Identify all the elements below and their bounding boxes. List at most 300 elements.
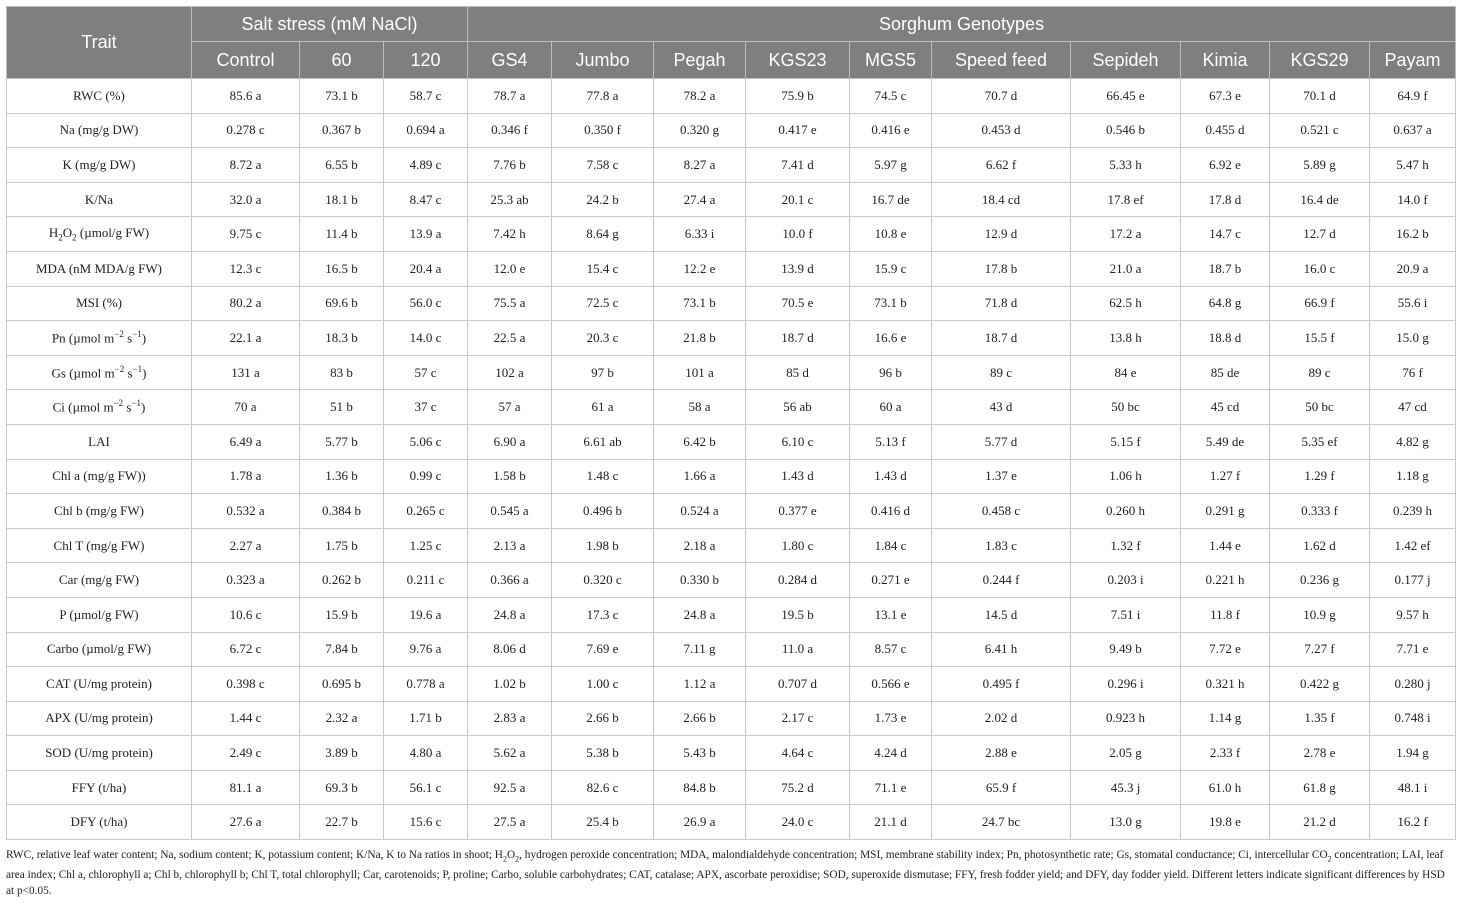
value-cell: 7.51 i: [1071, 597, 1181, 632]
value-cell: 6.72 c: [192, 632, 300, 667]
value-cell: 75.5 a: [468, 286, 552, 321]
value-cell: 72.5 c: [552, 286, 654, 321]
value-cell: 0.236 g: [1270, 563, 1370, 598]
value-cell: 24.8 a: [468, 597, 552, 632]
value-cell: 25.4 b: [552, 805, 654, 840]
value-cell: 18.7 d: [746, 321, 850, 356]
value-cell: 0.384 b: [300, 494, 384, 529]
value-cell: 18.4 cd: [932, 182, 1071, 217]
value-cell: 0.244 f: [932, 563, 1071, 598]
value-cell: 1.43 d: [850, 459, 932, 494]
value-cell: 60 a: [850, 390, 932, 425]
salt-stress-group-header: Salt stress (mM NaCl): [192, 7, 468, 42]
value-cell: 17.8 d: [1181, 182, 1270, 217]
value-cell: 1.48 c: [552, 459, 654, 494]
value-cell: 7.76 b: [468, 148, 552, 183]
value-cell: 4.64 c: [746, 736, 850, 771]
trait-cell: P (µmol/g FW): [7, 597, 192, 632]
value-cell: 0.367 b: [300, 113, 384, 148]
table-row: [7, 148, 1456, 183]
value-cell: 20.3 c: [552, 321, 654, 356]
genotypes-group-header: Sorghum Genotypes: [468, 7, 1456, 42]
trait-cell: Pn (µmol $m^{-2}$ $s^{-1}$): [7, 321, 192, 356]
value-cell: 56 ab: [746, 390, 850, 425]
value-cell: 0.417 e: [746, 113, 850, 148]
value-cell: 5.62 a: [468, 736, 552, 771]
table-row: [7, 494, 1456, 529]
value-cell: 64.8 g: [1181, 286, 1270, 321]
table-row: [7, 113, 1456, 148]
value-cell: 16.6 e: [850, 321, 932, 356]
value-cell: 0.546 b: [1071, 113, 1181, 148]
value-cell: 12.2 e: [654, 251, 746, 286]
value-cell: 0.99 c: [384, 459, 468, 494]
value-cell: 1.78 a: [192, 459, 300, 494]
value-cell: 5.97 g: [850, 148, 932, 183]
value-cell: 0.296 i: [1071, 667, 1181, 702]
value-cell: 64.9 f: [1370, 79, 1456, 114]
value-cell: 15.5 f: [1270, 321, 1370, 356]
trait-cell: FFY (t/ha): [7, 770, 192, 805]
value-cell: 15.9 c: [850, 251, 932, 286]
value-cell: 22.1 a: [192, 321, 300, 356]
value-cell: 6.42 b: [654, 424, 746, 459]
value-cell: 16.0 c: [1270, 251, 1370, 286]
value-cell: 16.5 b: [300, 251, 384, 286]
value-cell: 24.2 b: [552, 182, 654, 217]
value-cell: 9.75 c: [192, 217, 300, 252]
value-cell: 1.35 f: [1270, 701, 1370, 736]
value-cell: 1.18 g: [1370, 459, 1456, 494]
column-header: Speed feed: [932, 42, 1071, 79]
value-cell: 18.3 b: [300, 321, 384, 356]
trait-cell: MDA (nM MDA/g FW): [7, 251, 192, 286]
value-cell: 16.2 b: [1370, 217, 1456, 252]
value-cell: 83 b: [300, 355, 384, 390]
value-cell: 0.458 c: [932, 494, 1071, 529]
value-cell: 2.49 c: [192, 736, 300, 771]
value-cell: 0.280 j: [1370, 667, 1456, 702]
value-cell: 45 cd: [1181, 390, 1270, 425]
value-cell: 7.41 d: [746, 148, 850, 183]
value-cell: 2.27 a: [192, 528, 300, 563]
value-cell: 11.0 a: [746, 632, 850, 667]
value-cell: 12.3 c: [192, 251, 300, 286]
value-cell: 55.6 i: [1370, 286, 1456, 321]
value-cell: 70 a: [192, 390, 300, 425]
table-row: [7, 805, 1456, 840]
value-cell: 17.8 ef: [1071, 182, 1181, 217]
value-cell: 1.66 a: [654, 459, 746, 494]
value-cell: 0.532 a: [192, 494, 300, 529]
value-cell: 0.203 i: [1071, 563, 1181, 598]
value-cell: 0.416 d: [850, 494, 932, 529]
value-cell: 6.33 i: [654, 217, 746, 252]
value-cell: 17.2 a: [1071, 217, 1181, 252]
value-cell: 84.8 b: [654, 770, 746, 805]
value-cell: 37 c: [384, 390, 468, 425]
value-cell: 0.566 e: [850, 667, 932, 702]
table-row: [7, 390, 1456, 425]
value-cell: 8.06 d: [468, 632, 552, 667]
table-row: [7, 667, 1456, 702]
value-cell: 6.10 c: [746, 424, 850, 459]
value-cell: 0.265 c: [384, 494, 468, 529]
value-cell: 0.377 e: [746, 494, 850, 529]
value-cell: 10.9 g: [1270, 597, 1370, 632]
value-cell: 0.177 j: [1370, 563, 1456, 598]
value-cell: 3.89 b: [300, 736, 384, 771]
value-cell: 0.524 a: [654, 494, 746, 529]
value-cell: 10.6 c: [192, 597, 300, 632]
table-row: [7, 597, 1456, 632]
value-cell: 2.05 g: [1071, 736, 1181, 771]
trait-cell: Gs (µmol $m^{-2}$ $s^{-1}$): [7, 355, 192, 390]
value-cell: 50 bc: [1071, 390, 1181, 425]
value-cell: 8.72 a: [192, 148, 300, 183]
table-row: [7, 459, 1456, 494]
value-cell: 8.64 g: [552, 217, 654, 252]
value-cell: 73.1 b: [654, 286, 746, 321]
value-cell: 4.82 g: [1370, 424, 1456, 459]
column-header: GS4: [468, 42, 552, 79]
value-cell: 4.24 d: [850, 736, 932, 771]
value-cell: 67.3 e: [1181, 79, 1270, 114]
value-cell: 0.350 f: [552, 113, 654, 148]
value-cell: 5.15 f: [1071, 424, 1181, 459]
value-cell: 0.545 a: [468, 494, 552, 529]
value-cell: 27.4 a: [654, 182, 746, 217]
trait-cell: LAI: [7, 424, 192, 459]
value-cell: 66.9 f: [1270, 286, 1370, 321]
value-cell: 5.38 b: [552, 736, 654, 771]
value-cell: 1.98 b: [552, 528, 654, 563]
value-cell: 7.71 e: [1370, 632, 1456, 667]
value-cell: 6.62 f: [932, 148, 1071, 183]
value-cell: 18.7 d: [932, 321, 1071, 356]
value-cell: 0.694 a: [384, 113, 468, 148]
value-cell: 0.923 h: [1071, 701, 1181, 736]
value-cell: 7.58 c: [552, 148, 654, 183]
column-header: 120: [384, 42, 468, 79]
value-cell: 0.262 b: [300, 563, 384, 598]
value-cell: 78.7 a: [468, 79, 552, 114]
value-cell: 2.18 a: [654, 528, 746, 563]
value-cell: 58 a: [654, 390, 746, 425]
trait-cell: K/Na: [7, 182, 192, 217]
value-cell: 20.1 c: [746, 182, 850, 217]
value-cell: 21.2 d: [1270, 805, 1370, 840]
value-cell: 80.2 a: [192, 286, 300, 321]
value-cell: 1.73 e: [850, 701, 932, 736]
trait-cell: $H_2O_2$ (µmol/g FW): [7, 217, 192, 252]
value-cell: 13.1 e: [850, 597, 932, 632]
value-cell: 0.366 a: [468, 563, 552, 598]
trait-cell: Chl a (mg/g FW)): [7, 459, 192, 494]
value-cell: 5.43 b: [654, 736, 746, 771]
value-cell: 43 d: [932, 390, 1071, 425]
value-cell: 1.06 h: [1071, 459, 1181, 494]
value-cell: 0.398 c: [192, 667, 300, 702]
value-cell: 0.260 h: [1071, 494, 1181, 529]
value-cell: 6.49 a: [192, 424, 300, 459]
value-cell: 78.2 a: [654, 79, 746, 114]
value-cell: 16.4 de: [1270, 182, 1370, 217]
value-cell: 62.5 h: [1071, 286, 1181, 321]
value-cell: 9.76 a: [384, 632, 468, 667]
value-cell: 4.89 c: [384, 148, 468, 183]
trait-cell: Ci (µmol $m^{-2}$ $s^{-1}$): [7, 390, 192, 425]
value-cell: 45.3 j: [1071, 770, 1181, 805]
value-cell: 0.278 c: [192, 113, 300, 148]
value-cell: 1.44 e: [1181, 528, 1270, 563]
value-cell: 5.77 d: [932, 424, 1071, 459]
value-cell: 15.0 g: [1370, 321, 1456, 356]
value-cell: 0.323 a: [192, 563, 300, 598]
trait-cell: Carbo (µmol/g FW): [7, 632, 192, 667]
value-cell: 50 bc: [1270, 390, 1370, 425]
value-cell: 85.6 a: [192, 79, 300, 114]
trait-cell: Chl T (mg/g FW): [7, 528, 192, 563]
table-row: [7, 736, 1456, 771]
value-cell: 22.7 b: [300, 805, 384, 840]
column-header: Jumbo: [552, 42, 654, 79]
value-cell: 1.75 b: [300, 528, 384, 563]
value-cell: 14.0 f: [1370, 182, 1456, 217]
value-cell: 12.0 e: [468, 251, 552, 286]
value-cell: 2.32 a: [300, 701, 384, 736]
value-cell: 5.13 f: [850, 424, 932, 459]
value-cell: 18.1 b: [300, 182, 384, 217]
value-cell: 22.5 a: [468, 321, 552, 356]
value-cell: 0.495 f: [932, 667, 1071, 702]
value-cell: 1.32 f: [1071, 528, 1181, 563]
value-cell: 75.9 b: [746, 79, 850, 114]
trait-cell: Na (mg/g DW): [7, 113, 192, 148]
value-cell: 21.8 b: [654, 321, 746, 356]
value-cell: 2.66 b: [654, 701, 746, 736]
value-cell: 89 c: [932, 355, 1071, 390]
value-cell: 1.58 b: [468, 459, 552, 494]
value-cell: 1.42 ef: [1370, 528, 1456, 563]
value-cell: 14.0 c: [384, 321, 468, 356]
table-row: [7, 355, 1456, 390]
table-row: [7, 528, 1456, 563]
value-cell: 2.66 b: [552, 701, 654, 736]
value-cell: 0.271 e: [850, 563, 932, 598]
value-cell: 2.78 e: [1270, 736, 1370, 771]
column-header: KGS23: [746, 42, 850, 79]
value-cell: 61.8 g: [1270, 770, 1370, 805]
table-row: [7, 321, 1456, 356]
value-cell: 82.6 c: [552, 770, 654, 805]
value-cell: 2.02 d: [932, 701, 1071, 736]
value-cell: 0.521 c: [1270, 113, 1370, 148]
value-cell: 7.69 e: [552, 632, 654, 667]
value-cell: 0.778 a: [384, 667, 468, 702]
value-cell: 7.11 g: [654, 632, 746, 667]
value-cell: 71.1 e: [850, 770, 932, 805]
value-cell: 1.25 c: [384, 528, 468, 563]
value-cell: 101 a: [654, 355, 746, 390]
value-cell: 1.12 a: [654, 667, 746, 702]
value-cell: 61.0 h: [1181, 770, 1270, 805]
column-header: Kimia: [1181, 42, 1270, 79]
value-cell: 8.57 c: [850, 632, 932, 667]
value-cell: 5.35 ef: [1270, 424, 1370, 459]
value-cell: 77.8 a: [552, 79, 654, 114]
value-cell: 1.94 g: [1370, 736, 1456, 771]
column-header: Control: [192, 42, 300, 79]
value-cell: 24.7 bc: [932, 805, 1071, 840]
value-cell: 13.9 d: [746, 251, 850, 286]
value-cell: 5.49 de: [1181, 424, 1270, 459]
value-cell: 21.0 a: [1071, 251, 1181, 286]
value-cell: 25.3 ab: [468, 182, 552, 217]
value-cell: 13.8 h: [1071, 321, 1181, 356]
column-header: Pegah: [654, 42, 746, 79]
value-cell: 24.8 a: [654, 597, 746, 632]
value-cell: 6.41 h: [932, 632, 1071, 667]
value-cell: 70.7 d: [932, 79, 1071, 114]
table-row: [7, 79, 1456, 114]
value-cell: 26.9 a: [654, 805, 746, 840]
value-cell: 48.1 i: [1370, 770, 1456, 805]
value-cell: 69.3 b: [300, 770, 384, 805]
value-cell: 57 c: [384, 355, 468, 390]
value-cell: 1.00 c: [552, 667, 654, 702]
value-cell: 13.9 a: [384, 217, 468, 252]
value-cell: 0.239 h: [1370, 494, 1456, 529]
value-cell: 0.455 d: [1181, 113, 1270, 148]
value-cell: 17.8 b: [932, 251, 1071, 286]
value-cell: 56.0 c: [384, 286, 468, 321]
value-cell: 0.321 h: [1181, 667, 1270, 702]
value-cell: 2.13 a: [468, 528, 552, 563]
value-cell: 76 f: [1370, 355, 1456, 390]
value-cell: 0.221 h: [1181, 563, 1270, 598]
value-cell: 19.6 a: [384, 597, 468, 632]
value-cell: 131 a: [192, 355, 300, 390]
value-cell: 1.80 c: [746, 528, 850, 563]
value-cell: 1.27 f: [1181, 459, 1270, 494]
value-cell: 0.284 d: [746, 563, 850, 598]
column-header: MGS5: [850, 42, 932, 79]
value-cell: 10.8 e: [850, 217, 932, 252]
trait-cell: Chl b (mg/g FW): [7, 494, 192, 529]
table-row: [7, 563, 1456, 598]
value-cell: 9.57 h: [1370, 597, 1456, 632]
value-cell: 8.47 c: [384, 182, 468, 217]
table-row: [7, 217, 1456, 252]
value-cell: 17.3 c: [552, 597, 654, 632]
table-row: [7, 182, 1456, 217]
value-cell: 16.2 f: [1370, 805, 1456, 840]
value-cell: 0.330 b: [654, 563, 746, 598]
value-cell: 1.37 e: [932, 459, 1071, 494]
value-cell: 1.83 c: [932, 528, 1071, 563]
trait-header: Trait: [7, 7, 192, 79]
value-cell: 13.0 g: [1071, 805, 1181, 840]
value-cell: 4.80 a: [384, 736, 468, 771]
value-cell: 74.5 c: [850, 79, 932, 114]
value-cell: 61 a: [552, 390, 654, 425]
value-cell: 12.7 d: [1270, 217, 1370, 252]
trait-cell: SOD (U/mg protein): [7, 736, 192, 771]
value-cell: 0.748 i: [1370, 701, 1456, 736]
column-header: KGS29: [1270, 42, 1370, 79]
trait-cell: K (mg/g DW): [7, 148, 192, 183]
value-cell: 0.453 d: [932, 113, 1071, 148]
value-cell: 7.84 b: [300, 632, 384, 667]
value-cell: 1.84 c: [850, 528, 932, 563]
value-cell: 5.33 h: [1071, 148, 1181, 183]
value-cell: 11.8 f: [1181, 597, 1270, 632]
value-cell: 0.707 d: [746, 667, 850, 702]
value-cell: 1.44 c: [192, 701, 300, 736]
trait-cell: APX (U/mg protein): [7, 701, 192, 736]
value-cell: 15.9 b: [300, 597, 384, 632]
value-cell: 97 b: [552, 355, 654, 390]
value-cell: 1.62 d: [1270, 528, 1370, 563]
value-cell: 12.9 d: [932, 217, 1071, 252]
trait-cell: Car (mg/g FW): [7, 563, 192, 598]
value-cell: 7.42 h: [468, 217, 552, 252]
value-cell: 81.1 a: [192, 770, 300, 805]
table-row: [7, 286, 1456, 321]
value-cell: 20.4 a: [384, 251, 468, 286]
value-cell: 0.346 f: [468, 113, 552, 148]
value-cell: 24.0 c: [746, 805, 850, 840]
value-cell: 57 a: [468, 390, 552, 425]
column-header: 60: [300, 42, 384, 79]
trait-cell: RWC (%): [7, 79, 192, 114]
value-cell: 32.0 a: [192, 182, 300, 217]
value-cell: 9.49 b: [1071, 632, 1181, 667]
table-row: [7, 770, 1456, 805]
value-cell: 71.8 d: [932, 286, 1071, 321]
value-cell: 5.77 b: [300, 424, 384, 459]
table-row: [7, 632, 1456, 667]
value-cell: 2.17 c: [746, 701, 850, 736]
value-cell: 21.1 d: [850, 805, 932, 840]
value-cell: 51 b: [300, 390, 384, 425]
column-header: Sepideh: [1071, 42, 1181, 79]
value-cell: 2.33 f: [1181, 736, 1270, 771]
value-cell: 102 a: [468, 355, 552, 390]
value-cell: 1.14 g: [1181, 701, 1270, 736]
value-cell: 1.36 b: [300, 459, 384, 494]
value-cell: 58.7 c: [384, 79, 468, 114]
value-cell: 69.6 b: [300, 286, 384, 321]
value-cell: 73.1 b: [850, 286, 932, 321]
value-cell: 27.5 a: [468, 805, 552, 840]
value-cell: 2.83 a: [468, 701, 552, 736]
value-cell: 18.7 b: [1181, 251, 1270, 286]
value-cell: 73.1 b: [300, 79, 384, 114]
value-cell: 0.695 b: [300, 667, 384, 702]
value-cell: 14.5 d: [932, 597, 1071, 632]
value-cell: 56.1 c: [384, 770, 468, 805]
value-cell: 1.71 b: [384, 701, 468, 736]
table-row: [7, 701, 1456, 736]
results-table: [6, 6, 1456, 840]
table-row: [7, 424, 1456, 459]
value-cell: 0.496 b: [552, 494, 654, 529]
value-cell: 8.27 a: [654, 148, 746, 183]
value-cell: 0.333 f: [1270, 494, 1370, 529]
value-cell: 92.5 a: [468, 770, 552, 805]
